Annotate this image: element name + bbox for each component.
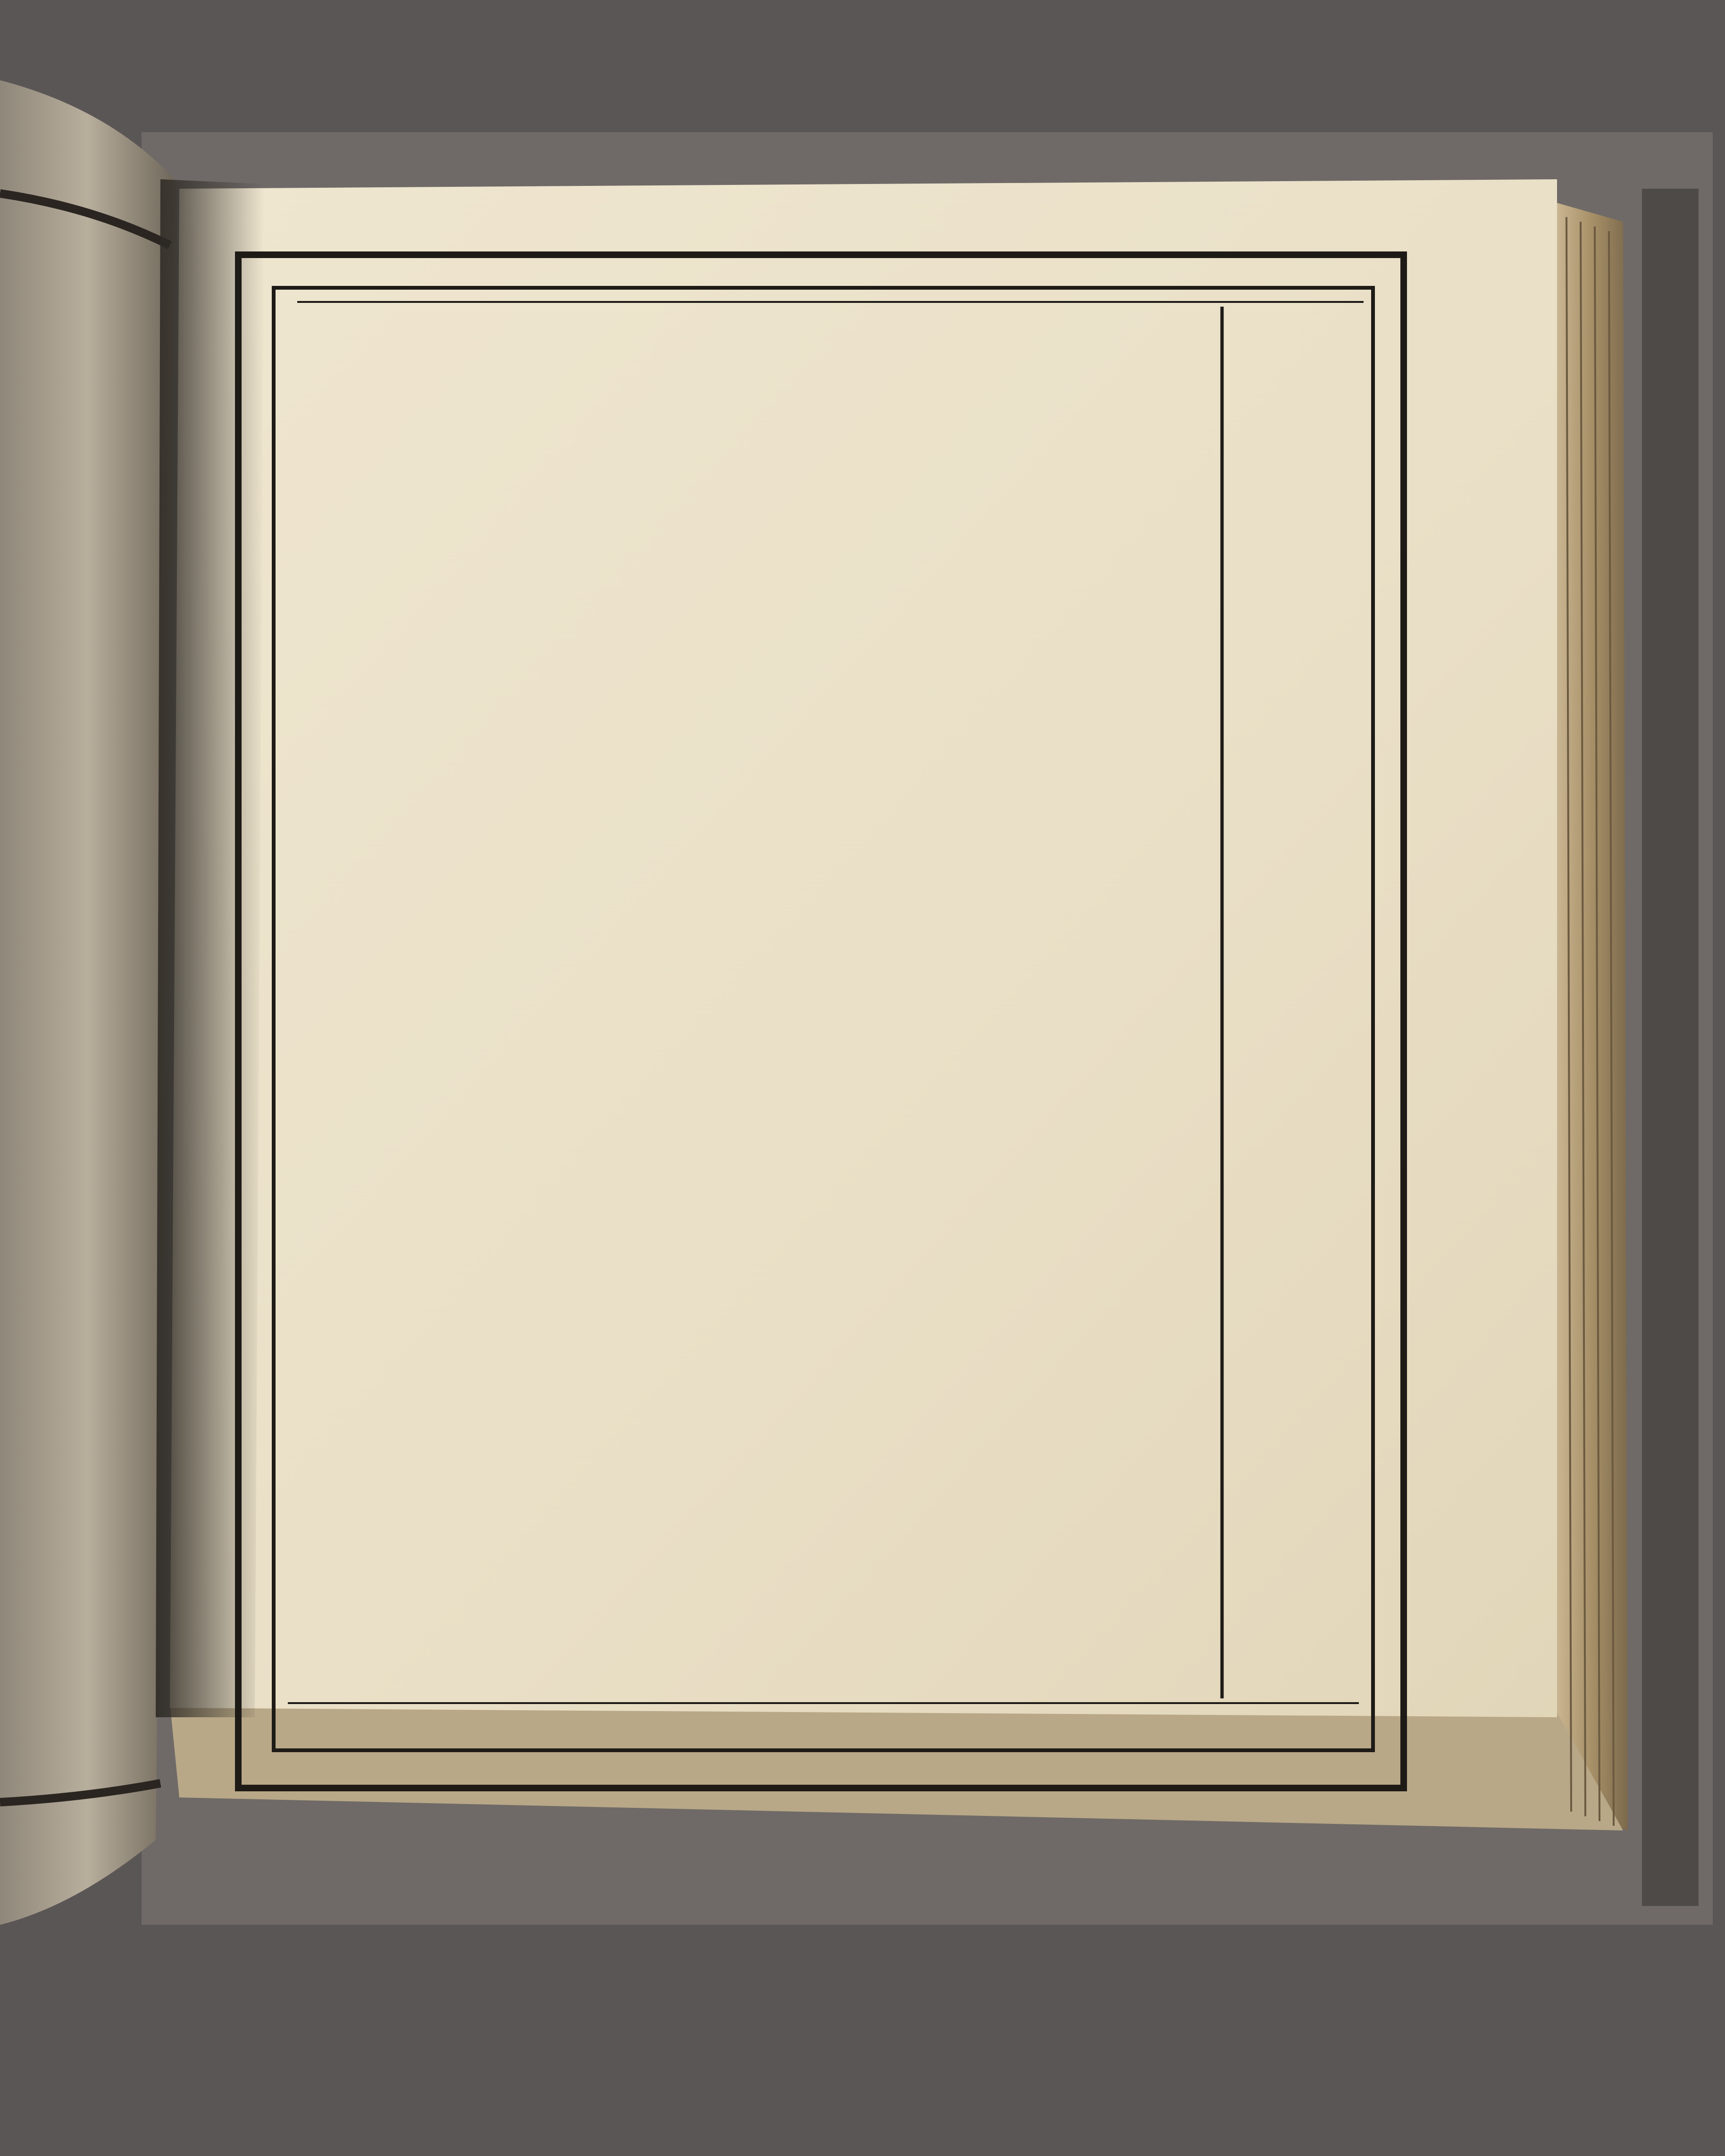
cover-right-edge — [1642, 189, 1699, 1906]
page-surface — [170, 179, 1557, 1717]
left-page-text — [0, 231, 179, 1788]
